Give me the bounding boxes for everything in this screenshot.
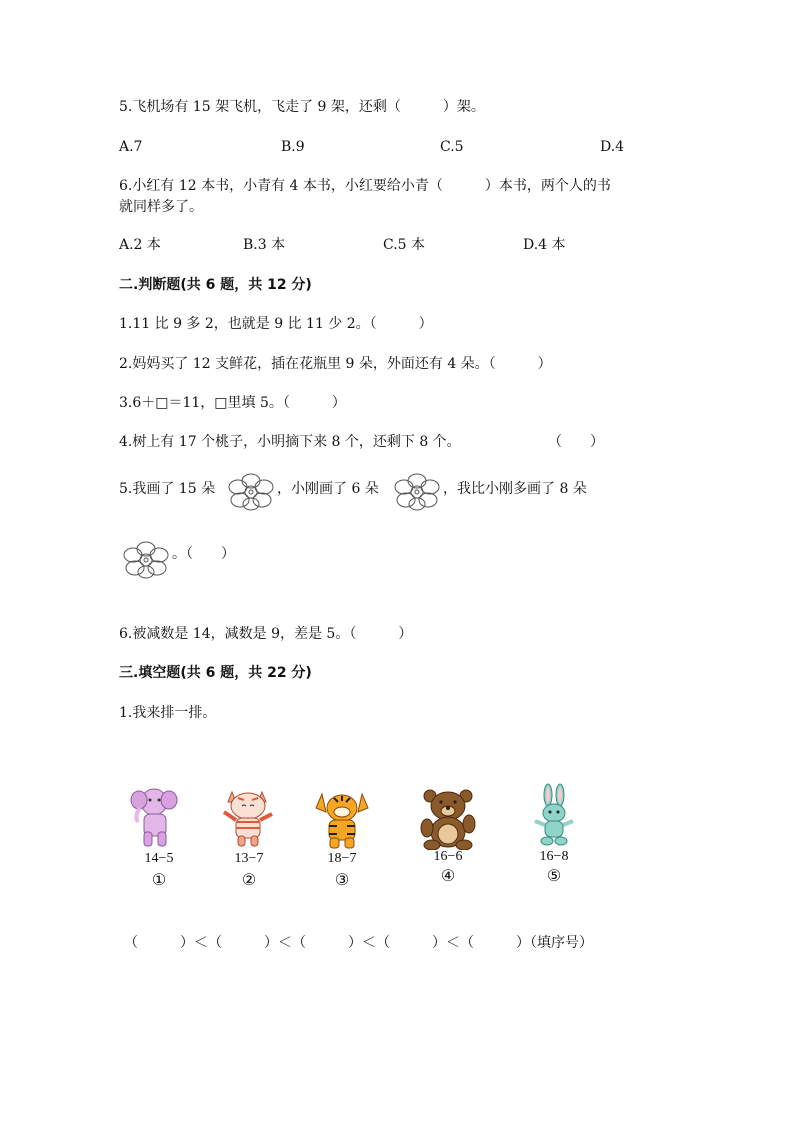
tf-q5-part3: ，我比小刚多画了 8 朵 bbox=[443, 481, 587, 497]
mc-q5-option-d[interactable]: D.4 bbox=[600, 139, 625, 155]
animal-expr: 13−7 bbox=[234, 851, 264, 866]
animal-num: ② bbox=[241, 872, 257, 889]
tf-q6: 6.被减数是 14，减数是 9，差是 5。（ ） bbox=[119, 626, 413, 642]
mc-q5-stem: 5.飞机场有 15 架飞机，飞走了 9 架，还剩（ ）架。 bbox=[119, 99, 485, 115]
tf-q4: 4.树上有 17 个桃子，小明摘下来 8 个，还剩下 8 个。 bbox=[119, 434, 461, 450]
tf-q5-part4: 。（ ） bbox=[172, 546, 235, 562]
cat-icon bbox=[218, 786, 278, 848]
section3-heading: 三.填空题(共 6 题，共 22 分) bbox=[119, 665, 312, 681]
mc-q6-stem-line2: 就同样多了。 bbox=[119, 199, 203, 215]
tf-q5-part1: 5.我画了 15 朵 bbox=[119, 481, 216, 497]
order-answer-line[interactable]: （ ）＜（ ）＜（ ）＜（ ）＜（ ）（填序号） bbox=[124, 935, 593, 951]
animal-num: ③ bbox=[334, 872, 350, 889]
section2-heading: 二.判断题(共 6 题，共 12 分) bbox=[119, 277, 312, 293]
elephant-icon bbox=[130, 786, 180, 848]
mc-q6-option-c[interactable]: C.5 本 bbox=[383, 237, 426, 253]
tf-q2: 2.妈妈买了 12 支鲜花，插在花瓶里 9 朵，外面还有 4 朵。（ ） bbox=[119, 356, 552, 372]
tiger-icon bbox=[312, 790, 372, 850]
animal-expr: 16−6 bbox=[433, 849, 463, 864]
animal-num: ⑤ bbox=[546, 868, 562, 885]
mc-q6-stem-line1: 6.小红有 12 本书，小青有 4 本书，小红要给小青（ ）本书，两个人的书 bbox=[119, 178, 611, 194]
animal-expr: 16−8 bbox=[539, 849, 569, 864]
bear-icon bbox=[418, 788, 478, 850]
tf-q1: 1.11 比 9 多 2，也就是 9 比 11 少 2。（ ） bbox=[119, 316, 433, 332]
flower-icon bbox=[394, 472, 440, 512]
tf-q5-part2: ，小刚画了 6 朵 bbox=[277, 481, 379, 497]
mc-q5-option-b[interactable]: B.9 bbox=[281, 139, 305, 155]
animal-num: ① bbox=[151, 872, 167, 889]
mc-q5-option-c[interactable]: C.5 bbox=[440, 139, 464, 155]
tf-q4-answer-blank[interactable]: （ ） bbox=[548, 434, 604, 450]
fill-q1: 1.我来排一排。 bbox=[119, 705, 217, 721]
animal-num: ④ bbox=[440, 868, 456, 885]
flower-icon bbox=[123, 540, 169, 580]
mc-q6-option-b[interactable]: B.3 本 bbox=[243, 237, 286, 253]
mc-q6-option-d[interactable]: D.4 本 bbox=[523, 237, 566, 253]
flower-icon bbox=[228, 472, 274, 512]
mc-q5-option-a[interactable]: A.7 bbox=[119, 139, 143, 155]
animal-expr: 18−7 bbox=[327, 851, 357, 866]
mc-q6-option-a[interactable]: A.2 本 bbox=[119, 237, 161, 253]
animal-expr: 14−5 bbox=[144, 851, 174, 866]
tf-q3: 3.6＋□＝11，□里填 5。（ ） bbox=[119, 395, 346, 411]
rabbit-icon bbox=[530, 783, 578, 847]
